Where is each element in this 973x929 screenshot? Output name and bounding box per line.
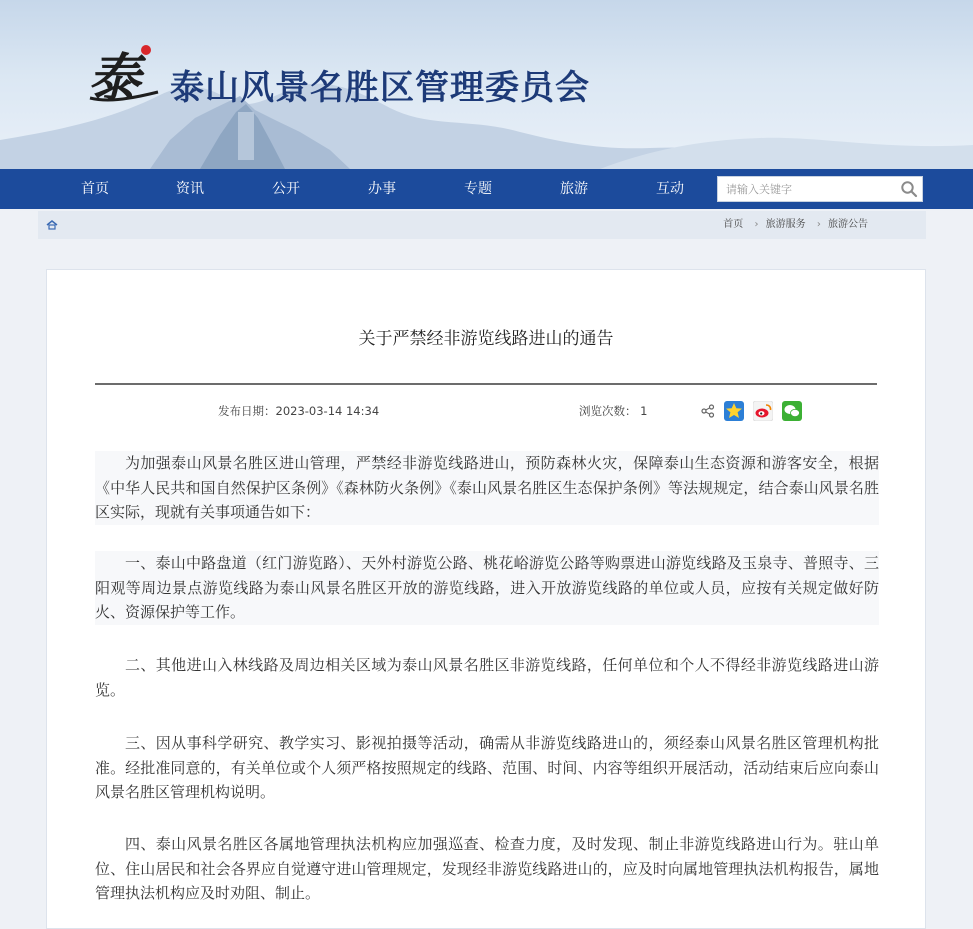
share-bar bbox=[701, 400, 806, 422]
article-paragraph-intro: 为加强泰山风景名胜区进山管理，严禁经非游览线路进山，预防森林火灾，保障泰山生态资源和游客安全，根据《中华人民共和国自然保护区条例》《森林防火条例》《泰山风景名胜区生态保护条例》等法规规定，结合泰山风景名胜区实际，现就有关事项通告如下： bbox=[95, 451, 879, 525]
nav-item-topics[interactable]: 专题 bbox=[464, 181, 492, 197]
breadcrumb-separator: › bbox=[754, 219, 759, 230]
publish-date-label: 发布日期： bbox=[218, 404, 276, 418]
publish-date-value: 2023-03-14 14:34 bbox=[275, 404, 380, 418]
breadcrumb-separator: › bbox=[816, 219, 821, 230]
search-box bbox=[717, 176, 923, 202]
nav-item-public[interactable]: 公开 bbox=[272, 181, 300, 197]
article-title: 关于严禁经非游览线路进山的通告 bbox=[358, 329, 614, 349]
nav-item-news[interactable]: 资讯 bbox=[176, 181, 204, 197]
wechat-icon[interactable] bbox=[782, 401, 802, 421]
breadcrumb bbox=[38, 211, 926, 239]
nav-item-interact[interactable]: 互动 bbox=[656, 181, 684, 197]
view-count-value: 1 bbox=[640, 404, 648, 418]
home-icon[interactable] bbox=[46, 220, 58, 230]
view-count bbox=[579, 403, 647, 419]
nav-item-home[interactable]: 首页 bbox=[81, 181, 109, 197]
site-logo bbox=[86, 40, 164, 108]
article-card bbox=[46, 269, 926, 929]
breadcrumb-home[interactable]: 首页 bbox=[723, 219, 744, 230]
share-icon[interactable] bbox=[701, 404, 715, 418]
site-title[interactable]: 泰山风景名胜区管理委员会 bbox=[170, 68, 590, 108]
breadcrumb-travel-services[interactable]: 旅游服务 bbox=[765, 219, 806, 230]
nav-item-services[interactable]: 办事 bbox=[368, 181, 396, 197]
title-divider bbox=[95, 383, 877, 385]
logo-glyph: 泰 bbox=[88, 48, 141, 108]
view-count-label: 浏览次数： bbox=[579, 404, 637, 418]
publish-date bbox=[218, 403, 379, 419]
search-icon[interactable] bbox=[900, 180, 918, 198]
nav-item-tourism[interactable]: 旅游 bbox=[560, 181, 588, 197]
article-paragraph-3: 三、因从事科学研究、教学实习、影视拍摄等活动，确需从非游览线路进山的，须经泰山风景名胜区管理机构批准。经批准同意的，有关单位或个人须严格按照规定的线路、范围、时间、内容等组织开展活动，活动结束后应向泰山风景名胜区管理机构说明。 bbox=[95, 734, 879, 801]
qzone-icon[interactable] bbox=[724, 401, 744, 421]
weibo-icon[interactable] bbox=[753, 401, 773, 421]
article-paragraph-1: 一、泰山中路盘道（红门游览路）、天外村游览公路、桃花峪游览公路等购票进山游览线路及玉泉寺、普照寺、三阳观等周边景点游览线路为泰山风景名胜区开放的游览线路，进入开放游览线路的单位或人员，应按有关规定做好防火、资源保护等工作。 bbox=[95, 551, 879, 625]
logo-red-dot bbox=[141, 45, 151, 55]
article-paragraph-2: 二、其他进山入林线路及周边相关区域为泰山风景名胜区非游览线路，任何单位和个人不得经非游览线路进山游览。 bbox=[95, 656, 879, 699]
breadcrumb-travel-notices[interactable]: 旅游公告 bbox=[828, 219, 868, 230]
header-banner bbox=[0, 0, 973, 169]
search-input[interactable] bbox=[718, 177, 894, 201]
breadcrumb-trail bbox=[719, 211, 868, 239]
article-paragraph-4: 四、泰山风景名胜区各属地管理执法机构应加强巡查、检查力度，及时发现、制止非游览线路进山行为。驻山单位、住山居民和社会各界应自觉遵守进山管理规定，发现经非游览线路进山的，应及时向属地管理执法机构报告，属地管理执法机构应及时劝阻、制止。 bbox=[95, 835, 879, 902]
